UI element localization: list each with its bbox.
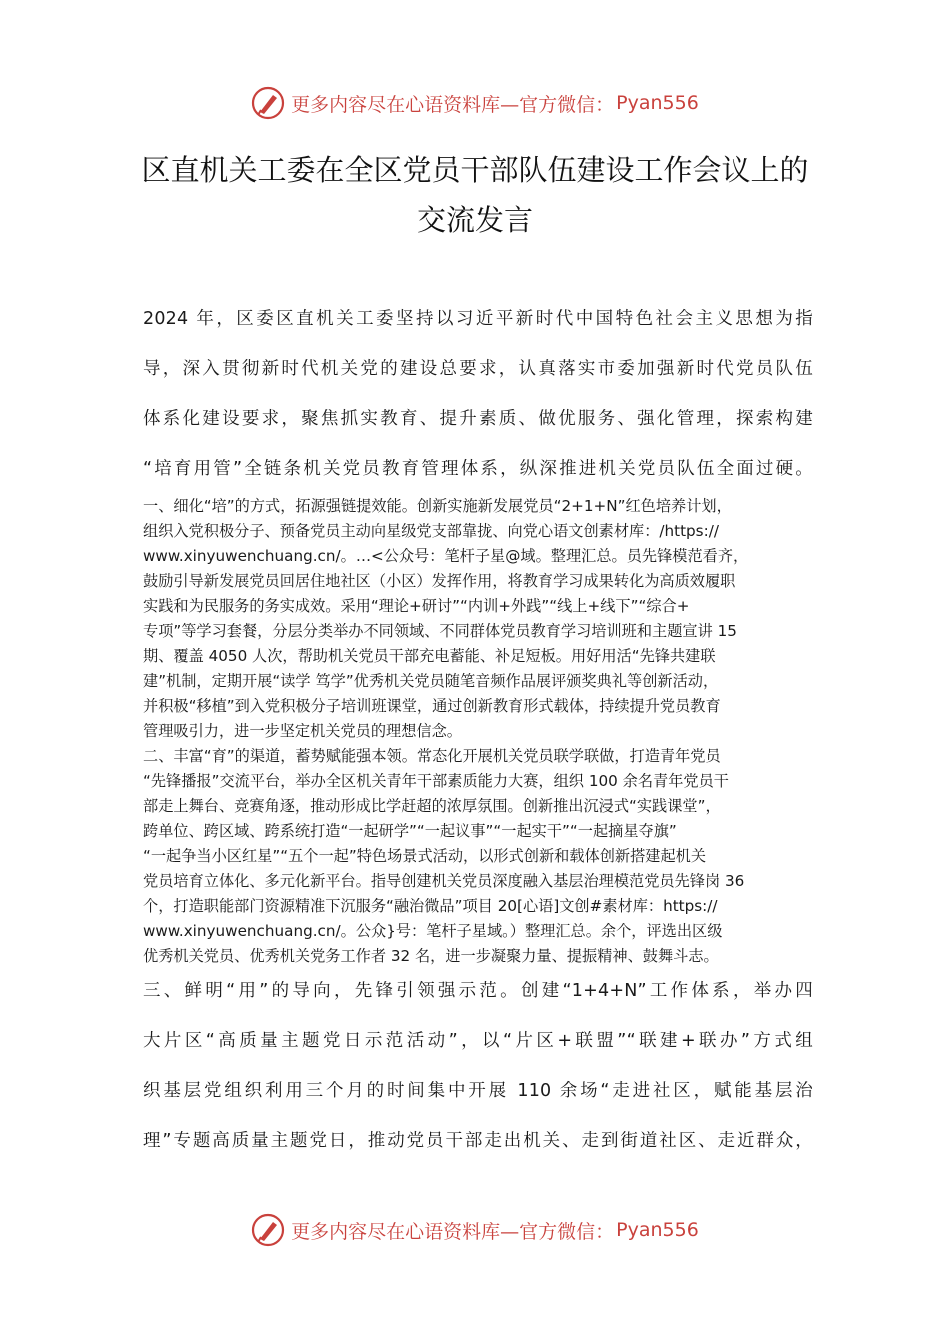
banner-text: 更多内容尽在心语资料库—官方微信： [291, 1220, 615, 1243]
section2-line: 二、丰富“育”的渠道，蓄势赋能强本领。常态化开展机关党员联学联做，打造青年党员 [143, 747, 721, 765]
section1-line: 一、细化“培”的方式，拓源强链提效能。创新实施新发展党员“2+1+N”红色培养计划， [143, 497, 732, 515]
intro-line: 导，深入贯彻新时代机关党的建设总要求，认真落实市委加强新时代党员队伍 [143, 359, 813, 379]
intro-line: “培育用管”全链条机关党员教育管理体系，纵深推进机关党员队伍全面过硬。 [143, 459, 813, 479]
footer-banner [0, 1210, 950, 1250]
header-banner [0, 83, 950, 123]
section2-line: “一起争当小区红星”“五个一起”特色场景式活动，以形式创新和载体创新搭建起机关 [143, 847, 707, 865]
section2-line: 优秀机关党员、优秀机关党务工作者 32 名，进一步凝聚力量、提振精神、鼓舞斗志。 [143, 947, 719, 965]
section3-line: 织基层党组织利用三个月的时间集中开展 110 余场“走进社区，赋能基层治 [143, 1081, 813, 1101]
section1-line: 管理吸引力，进一步坚定机关党员的理想信念。 [143, 722, 462, 740]
section1-line: 组织入党积极分子、预备党员主动向星级党支部靠拢、向党心语文创素材库：/https:// [143, 522, 719, 540]
section2-line: www.xinyuwenchuang.cn/。公众}号：笔杆子星域。）整理汇总。余个，评选出区级 [143, 922, 723, 940]
section2-line: 部走上舞台、竞赛角逐，推动形成比学赶超的浓厚氛围。创新推出沉浸式“实践课堂”， [143, 797, 721, 815]
page-title-line-1: 区直机关工委在全区党员干部队伍建设工作会议上的 [141, 153, 809, 187]
section1-line: 期、覆盖 4050 人次，帮助机关党员干部充电蓄能、补足短板。用好用活“先锋共建联 [143, 647, 716, 665]
section1-line: 并积极“移植”到入党积极分子培训班课堂，通过创新教育形式载体，持续提升党员教育 [143, 697, 721, 715]
section1-line: 鼓励引导新发展党员回居住地社区（小区）发挥作用，将教育学习成果转化为高质效履职 [143, 572, 736, 590]
banner-wechat-handle: Pyan556 [616, 92, 699, 114]
section3-line: 三、鲜明“用”的导向，先锋引领强示范。创建“1+4+N”工作体系，举办四 [143, 981, 813, 1001]
section1-line: 实践和为民服务的务实成效。采用“理论+研讨”“内训+外践”“线上+线下”“综合+ [143, 597, 690, 615]
section2-line: “先锋播报”交流平台，举办全区机关青年干部素质能力大赛，组织 100 余名青年党员干 [143, 772, 729, 790]
section2-line: 个，打造职能部门资源精准下沉服务“融治微品”项目 20[心语]文创#素材库：https:// [143, 897, 718, 915]
quill-pen-logo-icon [251, 86, 285, 120]
section2-line: 党员培育立体化、多元化新平台。指导创建机关党员深度融入基层治理模范党员先锋岗 36 [143, 872, 745, 890]
page-title-line-2: 交流发言 [416, 203, 533, 237]
intro-line: 2024 年，区委区直机关工委坚持以习近平新时代中国特色社会主义思想为指 [143, 309, 813, 329]
section3-line: 理”专题高质量主题党日，推动党员干部走出机关、走到街道社区、走近群众， [143, 1131, 813, 1151]
quill-pen-logo-icon [251, 1213, 285, 1247]
banner-wechat-handle: Pyan556 [616, 1219, 699, 1241]
section2-line: 跨单位、跨区域、跨系统打造“一起研学”“一起议事”“一起实干”“一起摘星夺旗” [143, 822, 677, 840]
section1-line: 建”机制，定期开展“读学 笃学”优秀机关党员随笔音频作品展评颁奖典礼等创新活动， [143, 672, 719, 690]
banner-text: 更多内容尽在心语资料库—官方微信： [291, 93, 615, 116]
intro-line: 体系化建设要求，聚焦抓实教育、提升素质、做优服务、强化管理，探索构建 [143, 409, 813, 429]
section1-line: www.xinyuwenchuang.cn/。…<公众号：笔杆子星@域。整理汇总。员先锋模范看齐， [143, 547, 749, 565]
section1-line: 专项”等学习套餐，分层分类举办不同领域、不同群体党员教育学习培训班和主题宣讲 15 [143, 622, 737, 640]
section3-line: 大片区“高质量主题党日示范活动”，以“片区+联盟”“联建+联办”方式组 [143, 1031, 813, 1051]
